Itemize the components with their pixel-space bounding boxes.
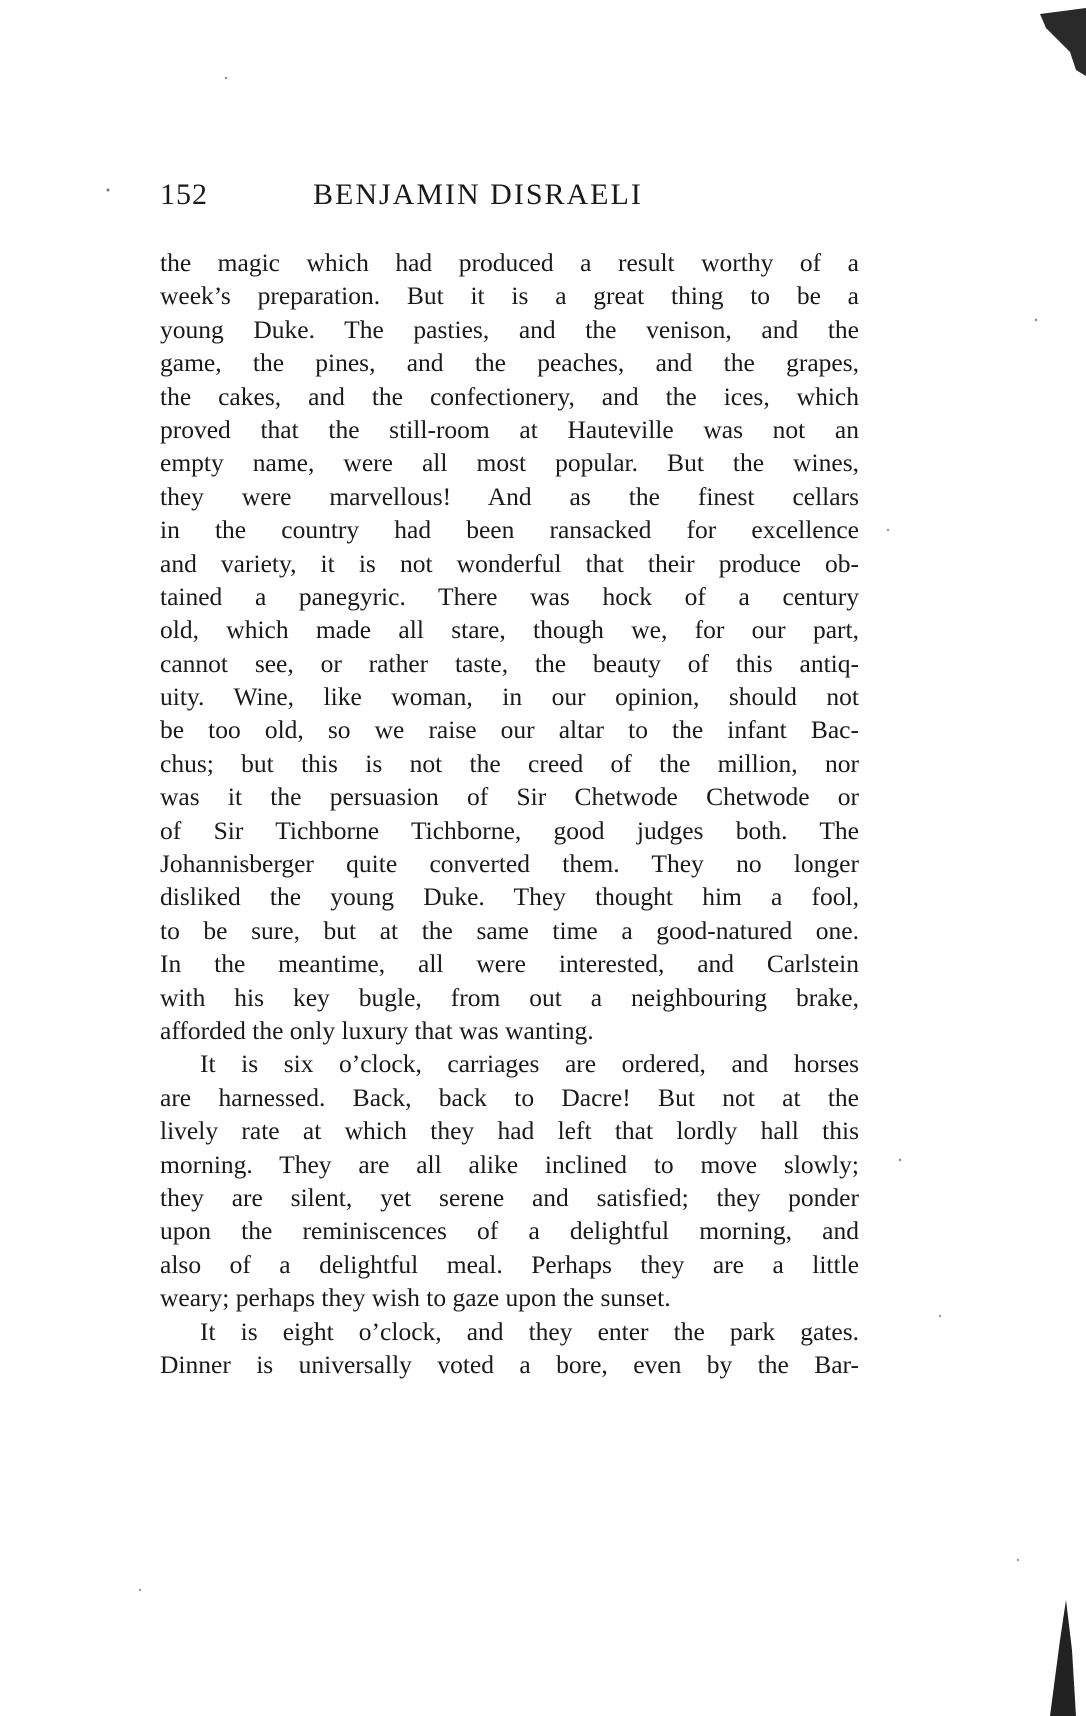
text-line: lively rate at which they had left that lordly hall this: [160, 1116, 859, 1146]
text-line: afforded the only luxury that was wanting.: [160, 1015, 594, 1045]
text-line: and variety, it is not wonderful that their produce ob-: [160, 548, 859, 578]
text-line: with his key bugle, from out a neighbouring brake,: [160, 982, 859, 1012]
text-line: in the country had been ransacked for excellence: [160, 515, 859, 545]
text-line: they were marvellous! And as the finest cellars: [160, 481, 859, 511]
text-line: was it the persuasion of Sir Chetwode Chetwode or: [160, 782, 859, 812]
text-line: It is six o’clock, carriages are ordered, and horses: [200, 1049, 859, 1079]
text-line: young Duke. The pasties, and the venison, and the: [160, 314, 859, 344]
text-line: are harnessed. Back, back to Dacre! But not at the: [160, 1082, 859, 1112]
text-line: the cakes, and the confectionery, and the ices, which: [160, 381, 859, 411]
text-line: of Sir Tichborne Tichborne, good judges both. The: [160, 815, 859, 845]
text-line: morning. They are all alike inclined to move slowly;: [160, 1149, 859, 1179]
text-line: Johannisberger quite converted them. They no longer: [160, 849, 859, 879]
text-line: week’s preparation. But it is a great thing to be a: [160, 281, 859, 311]
dust-speck: [107, 189, 110, 192]
text-line: In the meantime, all were interested, and Carlstein: [160, 949, 859, 979]
text-line: old, which made all stare, though we, for our part,: [160, 615, 859, 645]
corner-scan-mark: [1050, 1600, 1076, 1716]
dust-speck: [1017, 1559, 1019, 1561]
running-title: BENJAMIN DISRAELI: [313, 178, 643, 211]
body-text: [160, 246, 859, 1381]
page-number: 152: [160, 178, 208, 211]
text-line: be too old, so we raise our altar to the infant Bac-: [160, 715, 859, 745]
text-line: to be sure, but at the same time a good-natured one.: [160, 915, 859, 945]
dust-speck: [139, 1589, 141, 1591]
text-line: tained a panegyric. There was hock of a century: [160, 581, 859, 611]
text-line: Dinner is universally voted a bore, even by the Bar-: [160, 1349, 859, 1379]
text-line: cannot see, or rather taste, the beauty of this antiq-: [160, 648, 859, 678]
text-line: It is eight o’clock, and they enter the park gates.: [200, 1316, 859, 1346]
dust-speck: [939, 1315, 941, 1317]
text-line: the magic which had produced a result worthy of a: [160, 248, 859, 277]
text-line: chus; but this is not the creed of the million, nor: [160, 748, 859, 778]
text-line: upon the reminiscences of a delightful morning, and: [160, 1216, 859, 1246]
text-line: game, the pines, and the peaches, and the grapes,: [160, 348, 859, 378]
text-line: proved that the still-room at Hauteville was not an: [160, 414, 859, 444]
text-line: uity. Wine, like woman, in our opinion, should not: [160, 682, 859, 712]
text-line: they are silent, yet serene and satisfied; they ponder: [160, 1182, 859, 1212]
text-line: disliked the young Duke. They thought him a fool,: [160, 882, 859, 912]
dust-speck: [1035, 319, 1037, 321]
dust-speck: [225, 77, 227, 79]
corner-scan-mark: [1040, 8, 1086, 76]
text-line: empty name, were all most popular. But the wines,: [160, 448, 859, 478]
dust-speck: [887, 529, 889, 531]
text-line: weary; perhaps they wish to gaze upon the sunset.: [160, 1283, 671, 1313]
text-line: also of a delightful meal. Perhaps they are a little: [160, 1249, 859, 1279]
dust-speck: [899, 1159, 901, 1161]
running-header: [160, 178, 860, 218]
